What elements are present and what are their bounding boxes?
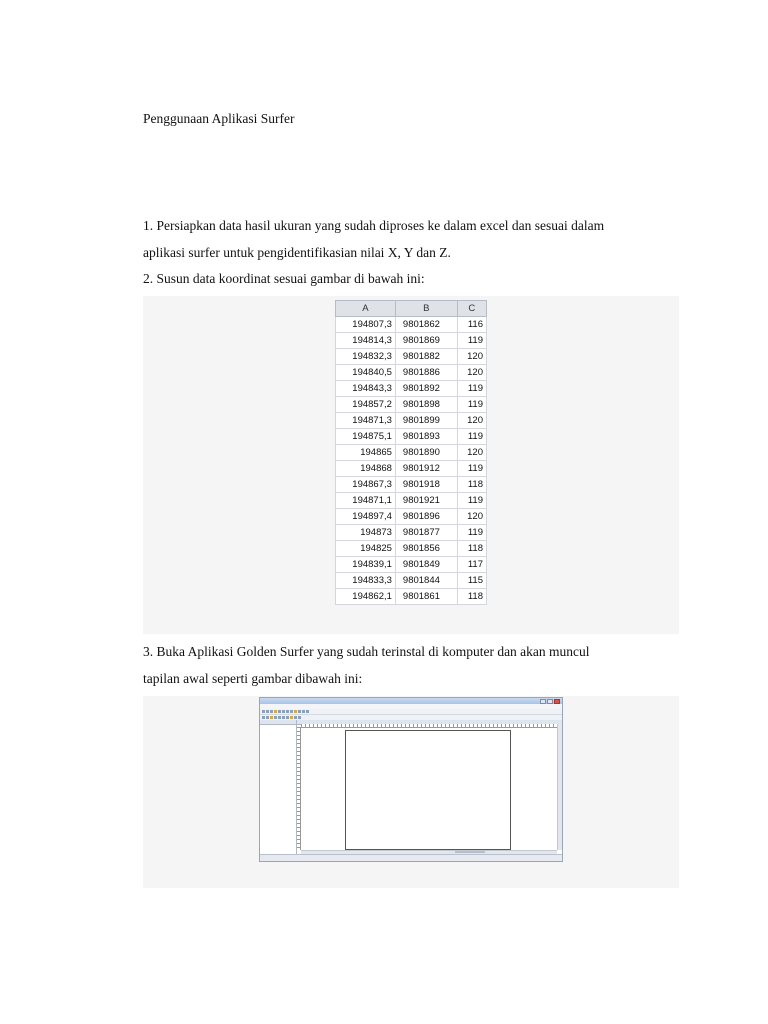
toolbar-icon xyxy=(290,710,293,713)
table-row xyxy=(336,557,487,573)
maximize-icon xyxy=(547,699,553,704)
toolbar-icon xyxy=(266,710,269,713)
cell-c: 119 xyxy=(457,397,486,413)
table-row xyxy=(336,381,487,397)
toolbar-icon xyxy=(306,710,309,713)
toolbar-icon xyxy=(294,716,297,719)
toolbar-icon xyxy=(270,716,273,719)
toolbar-icon xyxy=(278,716,281,719)
toolbar-icon xyxy=(290,716,293,719)
spreadsheet-table xyxy=(335,300,487,605)
cell-b: 9801844 xyxy=(395,573,457,589)
cell-a: 194862,1 xyxy=(336,589,396,605)
toolbar-icon xyxy=(298,716,301,719)
cell-c: 119 xyxy=(457,429,486,445)
cell-c: 116 xyxy=(457,317,486,333)
vertical-scrollbar xyxy=(557,724,562,850)
toolbar-icon xyxy=(302,710,305,713)
step-1-line-2: aplikasi surfer untuk pengidentifikasian nilai X, Y dan Z. xyxy=(143,245,451,260)
cell-b: 9801856 xyxy=(395,541,457,557)
spreadsheet-header-row xyxy=(336,301,487,317)
cell-c: 118 xyxy=(457,477,486,493)
cell-b: 9801886 xyxy=(395,365,457,381)
table-row xyxy=(336,365,487,381)
step-3-line-2: tapilan awal seperti gambar dibawah ini: xyxy=(143,671,363,686)
cell-c: 120 xyxy=(457,349,486,365)
cell-a: 194897,4 xyxy=(336,509,396,525)
cell-c: 120 xyxy=(457,365,486,381)
table-row xyxy=(336,509,487,525)
object-manager-header xyxy=(260,720,296,725)
cell-a: 194832,3 xyxy=(336,349,396,365)
column-header-b: B xyxy=(395,301,457,317)
vertical-ruler xyxy=(297,727,301,850)
cell-b: 9801862 xyxy=(395,317,457,333)
cell-a: 194839,1 xyxy=(336,557,396,573)
status-bar xyxy=(260,854,562,861)
toolbar-icon xyxy=(266,716,269,719)
cell-c: 119 xyxy=(457,461,486,477)
cell-c: 120 xyxy=(457,509,486,525)
table-row xyxy=(336,317,487,333)
page-title: Penggunaan Aplikasi Surfer xyxy=(143,111,295,126)
minimize-icon xyxy=(540,699,546,704)
close-icon xyxy=(554,699,560,704)
table-row xyxy=(336,493,487,509)
cell-c: 118 xyxy=(457,589,486,605)
object-manager-pane xyxy=(260,720,297,854)
table-row xyxy=(336,445,487,461)
cell-c: 119 xyxy=(457,525,486,541)
cell-c: 119 xyxy=(457,381,486,397)
cell-a: 194814,3 xyxy=(336,333,396,349)
cell-b: 9801849 xyxy=(395,557,457,573)
cell-b: 9801877 xyxy=(395,525,457,541)
cell-b: 9801861 xyxy=(395,589,457,605)
toolbar-icon xyxy=(262,710,265,713)
toolbar-icon xyxy=(298,710,301,713)
cell-c: 119 xyxy=(457,493,486,509)
cell-a: 194843,3 xyxy=(336,381,396,397)
cell-b: 9801898 xyxy=(395,397,457,413)
cell-b: 9801896 xyxy=(395,509,457,525)
column-header-c: C xyxy=(457,301,486,317)
table-row xyxy=(336,349,487,365)
cell-c: 118 xyxy=(457,541,486,557)
scrollbar-thumb xyxy=(455,851,485,853)
toolbar-icon xyxy=(278,710,281,713)
horizontal-ruler xyxy=(301,724,557,728)
cell-c: 120 xyxy=(457,445,486,461)
toolbar-icon xyxy=(286,710,289,713)
cell-a: 194825 xyxy=(336,541,396,557)
toolbar-icon xyxy=(282,716,285,719)
toolbar-icon xyxy=(294,710,297,713)
cell-b: 9801882 xyxy=(395,349,457,365)
surfer-window-screenshot xyxy=(259,697,563,862)
table-row xyxy=(336,477,487,493)
spreadsheet-body xyxy=(336,317,487,605)
step-2: 2. Susun data koordinat sesuai gambar di bawah ini: xyxy=(143,271,425,286)
table-row xyxy=(336,525,487,541)
cell-a: 194868 xyxy=(336,461,396,477)
cell-b: 9801912 xyxy=(395,461,457,477)
cell-a: 194833,3 xyxy=(336,573,396,589)
toolbar-icon xyxy=(262,716,265,719)
cell-c: 120 xyxy=(457,413,486,429)
cell-a: 194865 xyxy=(336,445,396,461)
step-3-line-1: 3. Buka Aplikasi Golden Surfer yang sudah terinstal di komputer dan akan muncul xyxy=(143,644,590,659)
table-row xyxy=(336,413,487,429)
cell-a: 194871,3 xyxy=(336,413,396,429)
toolbar-icon xyxy=(270,710,273,713)
toolbar-icon xyxy=(274,716,277,719)
table-row xyxy=(336,333,487,349)
cell-c: 119 xyxy=(457,333,486,349)
table-row xyxy=(336,429,487,445)
surfer-main-area xyxy=(260,720,562,854)
table-row xyxy=(336,461,487,477)
cell-a: 194871,1 xyxy=(336,493,396,509)
cell-b: 9801921 xyxy=(395,493,457,509)
table-row xyxy=(336,573,487,589)
cell-b: 9801918 xyxy=(395,477,457,493)
cell-b: 9801890 xyxy=(395,445,457,461)
cell-b: 9801899 xyxy=(395,413,457,429)
cell-b: 9801892 xyxy=(395,381,457,397)
table-row xyxy=(336,589,487,605)
cell-a: 194867,3 xyxy=(336,477,396,493)
cell-a: 194840,5 xyxy=(336,365,396,381)
cell-c: 117 xyxy=(457,557,486,573)
cell-b: 9801893 xyxy=(395,429,457,445)
table-row xyxy=(336,541,487,557)
table-row xyxy=(336,397,487,413)
window-controls xyxy=(540,699,560,704)
plot-page xyxy=(345,730,511,850)
cell-a: 194875,1 xyxy=(336,429,396,445)
step-1-line-1: 1. Persiapkan data hasil ukuran yang sudah diproses ke dalam excel dan sesuai dalam xyxy=(143,218,605,233)
column-header-a: A xyxy=(336,301,396,317)
cell-b: 9801869 xyxy=(395,333,457,349)
toolbar-icon xyxy=(274,710,277,713)
cell-a: 194807,3 xyxy=(336,317,396,333)
cell-a: 194873 xyxy=(336,525,396,541)
plot-document-area xyxy=(297,720,562,854)
toolbar-icon xyxy=(282,710,285,713)
cell-c: 115 xyxy=(457,573,486,589)
toolbar-icon xyxy=(286,716,289,719)
cell-a: 194857,2 xyxy=(336,397,396,413)
